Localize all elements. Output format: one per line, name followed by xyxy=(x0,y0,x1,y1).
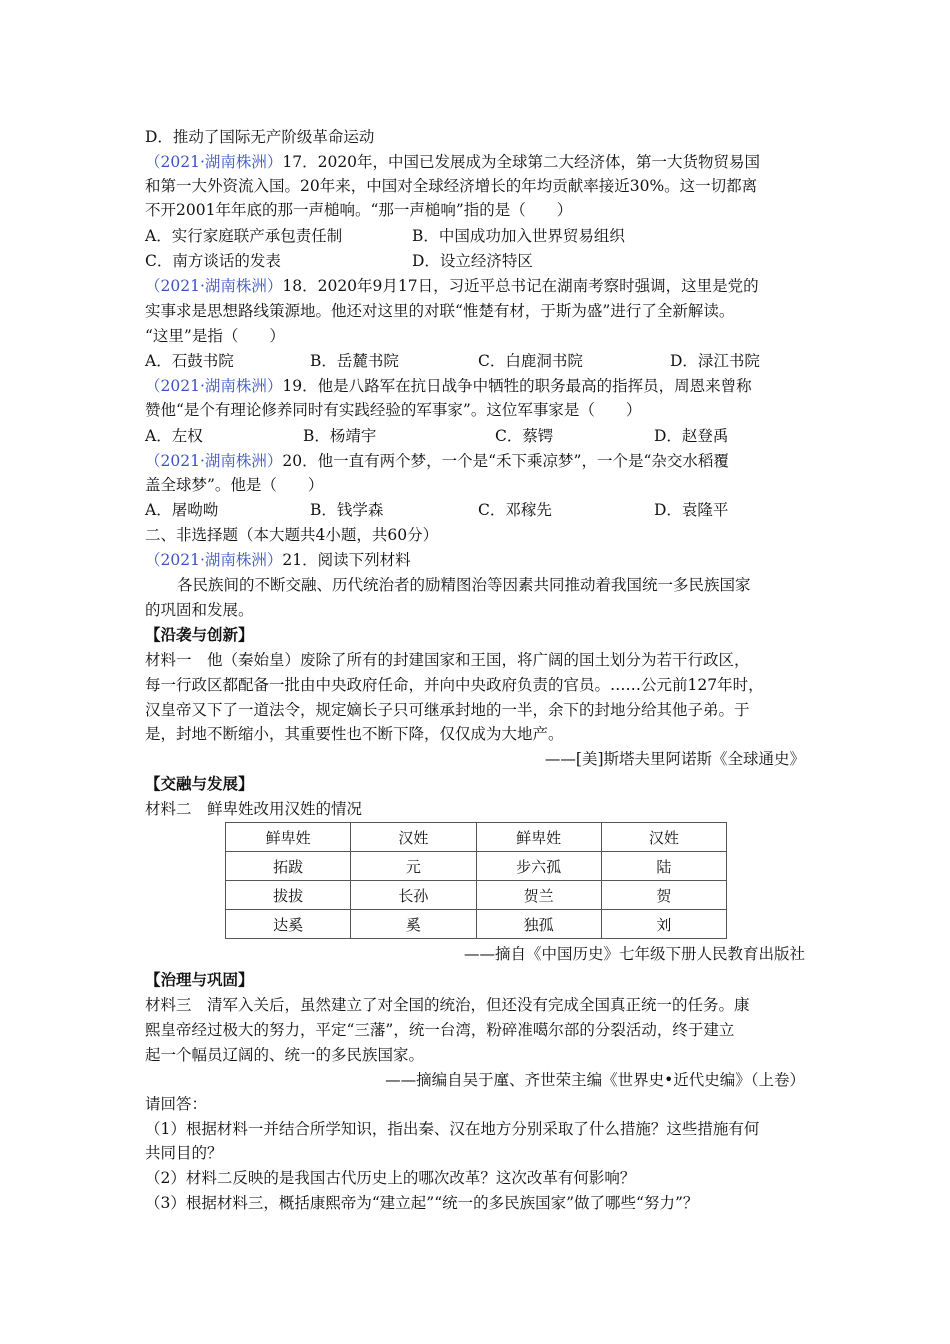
table-header-cell: 鲜卑姓 xyxy=(476,823,601,852)
surname-table xyxy=(225,822,727,939)
q20-line-2: 盖全球梦”。他是（ ） xyxy=(145,476,324,494)
table-row xyxy=(226,881,727,910)
heading-fusion-development: 【交融与发展】 xyxy=(145,774,254,793)
table-header-cell: 汉姓 xyxy=(601,823,726,852)
q20-option-d: D．袁隆平 xyxy=(654,501,729,519)
table-header-row xyxy=(226,823,727,852)
material-1-line-1: 材料一 他（秦始皇）废除了所有的封建国家和王国，将广阔的国土划分为若干行政区， xyxy=(145,651,750,669)
q21-text: 21．阅读下列材料 xyxy=(282,551,411,569)
table-cell: 贺 xyxy=(601,881,726,910)
answer-prompt: 请回答： xyxy=(145,1095,208,1113)
q18-line-3: “这里”是指（ ） xyxy=(145,327,285,345)
sub-question-1-line-2: 共同目的？ xyxy=(145,1144,223,1162)
q21-line-1 xyxy=(145,548,815,572)
material-1-line-2: 每一行政区都配备一批由中央政府任命，并向中央政府负责的官员。……公元前127年时， xyxy=(145,676,764,694)
q20-option-c: C．邓稼先 xyxy=(478,501,552,519)
table-cell: 拔拔 xyxy=(226,881,351,910)
q18-line-2: 实事求是思想路线策源地。他还对这里的对联“惟楚有材，于斯为盛”进行了全新解读。 xyxy=(145,302,735,320)
q19-line-1 xyxy=(145,374,815,398)
q20-option-a: A．屠呦呦 xyxy=(145,501,219,519)
material-3-line-3: 起一个幅员辽阔的、统一的多民族国家。 xyxy=(145,1046,425,1064)
material-2-citation: ——摘自《中国历史》七年级下册人民教育出版社 xyxy=(463,945,805,963)
q17-line-2: 和第一大外资流入国。20年来，中国对全球经济增长的年均贡献率接近30%。这一切都离 xyxy=(145,177,758,195)
source-tag: （2021·湖南株洲） xyxy=(145,551,283,569)
q20-option-b: B．钱学森 xyxy=(310,501,384,519)
table-cell: 陆 xyxy=(601,852,726,881)
material-2-title: 材料二 鲜卑姓改用汉姓的情况 xyxy=(145,800,363,818)
q19-option-a: A．左权 xyxy=(145,427,203,445)
q20-line-1 xyxy=(145,449,815,473)
q17-option-a: A．实行家庭联产承包责任制 xyxy=(145,227,343,245)
q19-line-2: 赞他“是个有理论修养同时有实践经验的军事家”。这位军事家是（ ） xyxy=(145,401,642,419)
q17-option-c: C．南方谈话的发表 xyxy=(145,252,281,270)
sub-question-3: （3）根据材料三，概括康熙帝为“建立起”“统一的多民族国家”做了哪些“努力”？ xyxy=(145,1194,699,1212)
intro-line-2: 的巩固和发展。 xyxy=(145,601,254,619)
table-cell: 贺兰 xyxy=(476,881,601,910)
q17-line-3: 不开2001年年底的那一声槌响。“那一声槌响”指的是（ ） xyxy=(145,201,573,219)
source-tag: （2021·湖南株洲） xyxy=(145,153,283,171)
material-1-line-4: 是，封地不断缩小，其重要性也不断下降，仅仅成为大地产。 xyxy=(145,725,564,743)
table-row xyxy=(226,852,727,881)
q17-line-1 xyxy=(145,150,815,174)
table-cell: 元 xyxy=(351,852,476,881)
q16-option-d: D．推动了国际无产阶级革命运动 xyxy=(145,128,375,146)
table-cell: 奚 xyxy=(351,910,476,939)
q18-option-c: C．白鹿洞书院 xyxy=(478,352,583,370)
table-cell: 刘 xyxy=(601,910,726,939)
q19-text: 19．他是八路军在抗日战争中牺牲的职务最高的指挥员，周恩来曾称 xyxy=(282,377,752,395)
q17-option-d: D．设立经济特区 xyxy=(412,252,533,270)
material-1-line-3: 汉皇帝又下了一道法令，规定嫡长子只可继承封地的一半，余下的封地分给其他子弟。于 xyxy=(145,701,750,719)
table-cell: 长孙 xyxy=(351,881,476,910)
sub-question-2: （2）材料二反映的是我国古代历史上的哪次改革？这次改革有何影响？ xyxy=(145,1169,636,1187)
material-1-citation: ——[美]斯塔夫里阿诺斯《全球通史》 xyxy=(544,750,805,768)
q18-line-1 xyxy=(145,274,815,298)
material-3-line-1: 材料三 清军入关后，虽然建立了对全国的统治，但还没有完成全国真正统一的任务。康 xyxy=(145,996,750,1014)
q18-option-b: B．岳麓书院 xyxy=(310,352,399,370)
table-cell: 步六孤 xyxy=(476,852,601,881)
table-header-cell: 汉姓 xyxy=(351,823,476,852)
material-3-citation: ——摘编自吴于廑、齐世荣主编《世界史•近代史编》（上卷） xyxy=(385,1071,805,1089)
table-header-cell: 鲜卑姓 xyxy=(226,823,351,852)
q19-option-d: D．赵登禹 xyxy=(654,427,729,445)
section-two-heading: 二、非选择题（本大题共4小题，共60分） xyxy=(145,526,439,544)
q18-option-a: A．石鼓书院 xyxy=(145,352,234,370)
source-tag: （2021·湖南株洲） xyxy=(145,377,283,395)
heading-inherit-innovation: 【沿袭与创新】 xyxy=(145,625,254,644)
q17-text: 17．2020年，中国已发展成为全球第二大经济体，第一大货物贸易国 xyxy=(282,153,761,171)
table-row xyxy=(226,910,727,939)
q17-option-b: B．中国成功加入世界贸易组织 xyxy=(412,227,625,245)
material-3-line-2: 熙皇帝经过极大的努力，平定“三藩”，统一台湾，粉碎准噶尔部的分裂活动，终于建立 xyxy=(145,1021,735,1039)
heading-governance-consolidation: 【治理与巩固】 xyxy=(145,970,254,989)
q20-text: 20．他一直有两个梦，一个是“禾下乘凉梦”，一个是“杂交水稻覆 xyxy=(282,452,729,470)
source-tag: （2021·湖南株洲） xyxy=(145,277,283,295)
q18-option-d: D．渌江书院 xyxy=(670,352,760,370)
table-cell: 达奚 xyxy=(226,910,351,939)
intro-line-1: 各民族间的不断交融、历代统治者的励精图治等因素共同推动着我国统一多民族国家 xyxy=(177,576,751,594)
source-tag: （2021·湖南株洲） xyxy=(145,452,283,470)
q19-option-b: B．杨靖宇 xyxy=(303,427,377,445)
table-cell: 拓跋 xyxy=(226,852,351,881)
sub-question-1-line-1: （1）根据材料一并结合所学知识，指出秦、汉在地方分别采取了什么措施？这些措施有何 xyxy=(145,1120,760,1138)
table-cell: 独孤 xyxy=(476,910,601,939)
q19-option-c: C．蔡锷 xyxy=(495,427,554,445)
q18-text: 18．2020年9月17日，习近平总书记在湖南考察时强调，这里是党的 xyxy=(282,277,759,295)
